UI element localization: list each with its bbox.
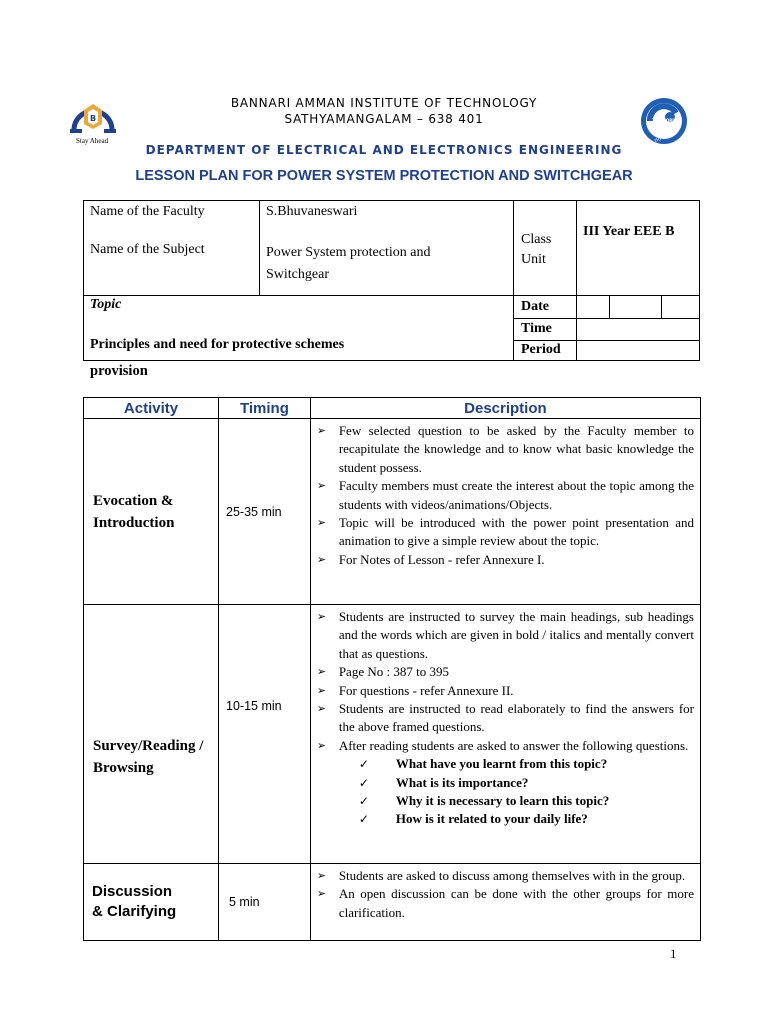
topic-label: Topic (90, 297, 122, 312)
checkmark-icon: ✓ (358, 757, 369, 772)
timing-cell (219, 419, 311, 605)
list-item: ➢ Topic will be introduced with the power point presentation and animation to give a simple review about the topic. (317, 514, 694, 551)
description-cell (310, 605, 700, 864)
topic-continuation: provision (90, 363, 148, 379)
table-row (84, 419, 701, 605)
activity-cell (84, 605, 219, 864)
arrow-bullet-icon: ➢ (316, 610, 327, 623)
header-activity: Activity (84, 398, 219, 419)
arrow-bullet-icon: ➢ (316, 479, 327, 493)
arrow-bullet-icon: ➢ (316, 665, 327, 679)
question-item: ✓ Why it is necessary to learn this topic? (317, 792, 694, 810)
list-item: ➢ Faculty members must create the interest about the topic among the students with videos/animations/Objects. (317, 477, 694, 514)
table-row (84, 864, 701, 941)
description-cell (310, 419, 700, 605)
list-item: ➢ After reading students are asked to answer the following questions. (317, 737, 694, 755)
list-item: ➢ Students are instructed to read elaborately to find the answers for the above framed questions. (317, 700, 694, 737)
timing-cell (219, 864, 311, 941)
timing-value: 5 min (229, 895, 260, 909)
institute-address: SATHYAMANGALAM – 638 401 (284, 112, 484, 126)
list-item: ➢ For Notes of Lesson - refer Annexure I. (317, 551, 694, 569)
list-item: ➢ Students are asked to discuss among themselves with in the group. (317, 867, 694, 885)
seal-text: TUV NORD (652, 118, 676, 123)
topic-value: Principles and need for protective schemes (90, 337, 345, 352)
logo-caption: Stay Ahead (76, 137, 109, 145)
question-item: ✓ What is its importance? (317, 774, 694, 792)
checkmark-icon: ✓ (358, 775, 369, 790)
activity-cell (84, 864, 219, 941)
header-description: Description (310, 398, 700, 419)
timing-cell (219, 605, 311, 864)
table-header-row (84, 398, 701, 419)
arrow-bullet-icon: ➢ (316, 738, 327, 752)
activity-cell (84, 419, 219, 605)
date-label: Date (521, 299, 549, 314)
arrow-bullet-icon: ➢ (316, 516, 327, 530)
page-number: 1 (670, 946, 677, 961)
arrow-bullet-icon: ➢ (316, 702, 327, 716)
table-row (84, 605, 701, 864)
arrow-bullet-icon: ➢ (316, 424, 327, 437)
checkmark-icon: ✓ (358, 794, 369, 809)
list-item: ➢ An open discussion can be done with the other groups for more clarification. (317, 885, 694, 922)
timing-value: 10-15 min (226, 699, 282, 713)
arrow-bullet-icon: ➢ (316, 683, 327, 697)
period-label: Period (521, 342, 561, 357)
arrow-bullet-icon: ➢ (316, 887, 327, 901)
activity-name: Evocation & Introduction (93, 492, 175, 531)
subject-label: Name of the Subject (90, 242, 205, 257)
list-item: ➢ Few selected question to be asked by the Faculty member to recapitulate the knowledge and to know what basic knowledge the student possess. (317, 422, 694, 477)
lesson-plan-title: LESSON PLAN FOR POWER SYSTEM PROTECTION AND SWITCHGEAR (135, 168, 633, 184)
institute-name: BANNARI AMMAN INSTITUTE OF TECHNOLOGY (230, 96, 538, 110)
question-item: ✓ What have you learnt from this topic? (317, 755, 694, 773)
timing-value: 25-35 min (226, 504, 282, 519)
subject-value: Power System protection and Switchgear (266, 245, 431, 282)
arrow-bullet-icon: ➢ (316, 869, 327, 882)
header-timing: Timing (219, 398, 311, 419)
class-value: III Year EEE B (583, 224, 675, 239)
question-item: ✓ How is it related to your daily life? (317, 810, 694, 828)
svg-text:B: B (89, 114, 97, 123)
activity-name: Discussion & Clarifying (92, 883, 177, 920)
list-item: ➢ Page No : 387 to 395 (317, 663, 694, 681)
checkmark-icon: ✓ (358, 812, 369, 827)
activity-table (83, 397, 701, 941)
list-item: ➢ Students are instructed to survey the main headings, sub headings and the words which are given in bold / italics and mentally convert that as questions. (317, 608, 694, 663)
activity-name: Survey/Reading / Browsing (93, 738, 204, 776)
description-cell (310, 864, 700, 941)
arrow-bullet-icon: ➢ (316, 552, 327, 566)
time-label: Time (521, 321, 552, 336)
info-table (83, 200, 700, 361)
department-name: DEPARTMENT OF ELECTRICAL AND ELECTRONICS ENGINEERING (145, 143, 623, 157)
list-item: ➢ For questions - refer Annexure II. (317, 682, 694, 700)
seal-sub: ISO 9001 (653, 132, 673, 143)
class-unit-label: Class Unit (521, 232, 552, 267)
faculty-value: S.Bhuvaneswari (266, 204, 358, 219)
faculty-label: Name of the Faculty (90, 204, 205, 219)
